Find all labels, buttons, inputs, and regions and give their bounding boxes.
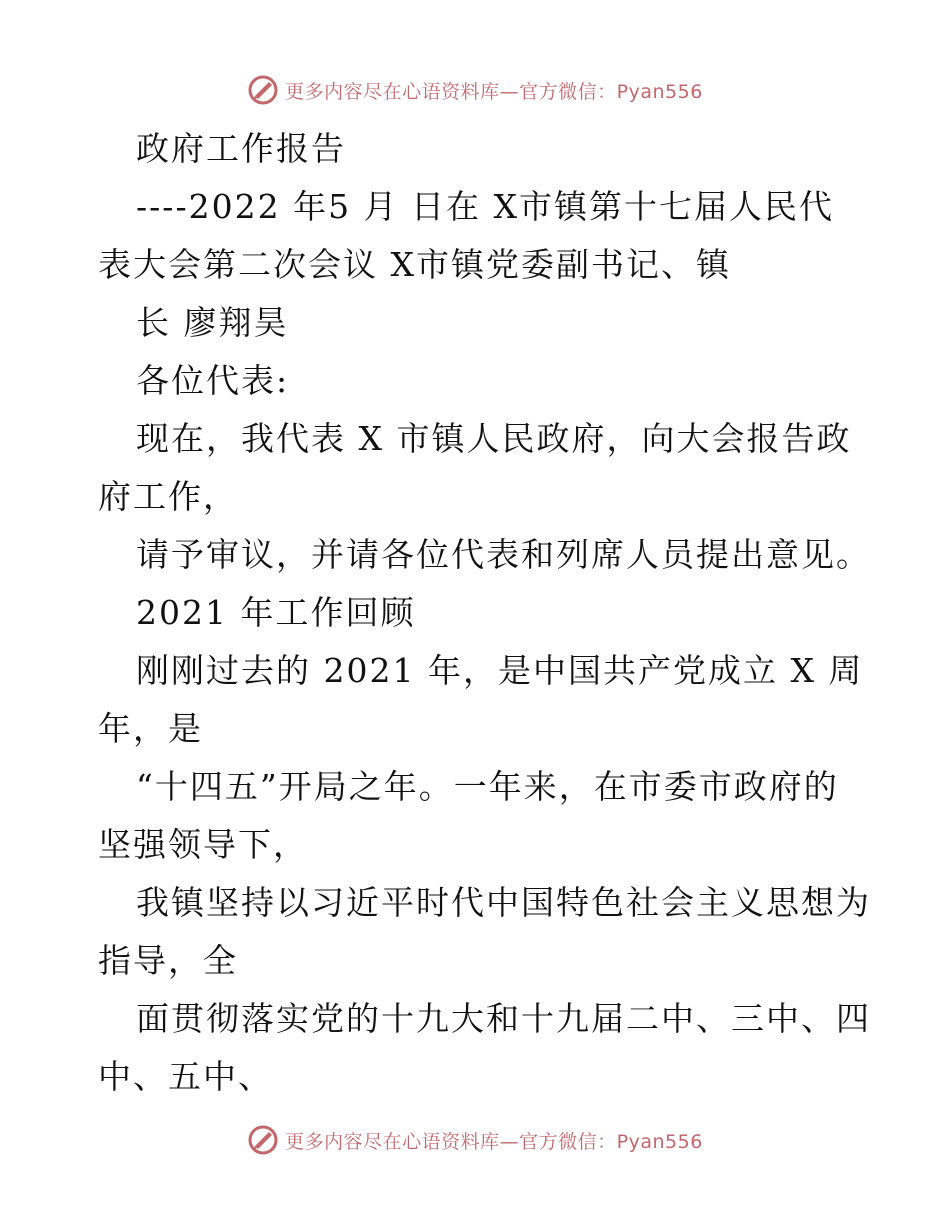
banner-text: 更多内容尽在心语资料库—官方微信：Pyan556: [285, 80, 703, 103]
document-line: 我镇坚持以习近平时代中国特色社会主义思想为: [136, 883, 871, 922]
document-line: 中、五中、: [98, 1057, 273, 1096]
document-line: 现在，我代表 X 市镇人民政府，向大会报告政: [136, 419, 852, 458]
quill-logo-icon: [247, 74, 279, 106]
document-line: 坚强领导下，: [98, 825, 308, 864]
document-line: ----2022 年5 月 日在 X市镇第十七届人民代: [136, 187, 835, 226]
document-line: 面贯彻落实党的十九大和十九届二中、三中、四: [136, 999, 871, 1038]
document-body: [98, 120, 871, 1106]
document-line: 请予审议，并请各位代表和列席人员提出意见。: [136, 535, 871, 574]
document-line: 刚刚过去的 2021 年，是中国共产党成立 X 周: [136, 651, 864, 690]
document-line: 年，是: [98, 709, 203, 748]
quill-logo-icon: [247, 1124, 279, 1156]
banner-text: 更多内容尽在心语资料库—官方微信：Pyan556: [285, 1130, 703, 1153]
document-line: “十四五”开局之年。一年来，在市委市政府的: [136, 767, 839, 806]
document-line: 指导，全: [98, 941, 238, 980]
document-line: 表大会第二次会议 X市镇党委副书记、镇: [98, 245, 731, 284]
document-line: 府工作，: [98, 477, 238, 516]
document-line: 政府工作报告: [136, 129, 346, 168]
document-line: 2021 年工作回顾: [136, 593, 416, 632]
header-banner: [0, 70, 950, 110]
footer-banner: [0, 1120, 950, 1160]
document-line: 各位代表:: [136, 361, 290, 400]
document-line: 长 廖翔昊: [136, 303, 289, 342]
